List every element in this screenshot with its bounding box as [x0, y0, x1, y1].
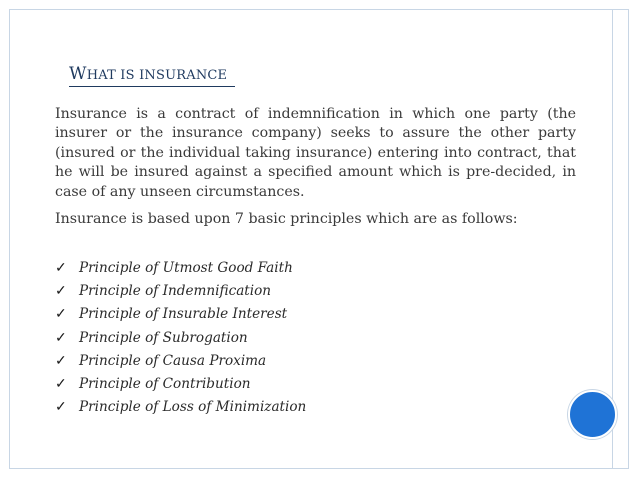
slide-title-initial: W	[69, 64, 87, 84]
principle-item	[55, 279, 306, 302]
decorative-circle	[568, 390, 617, 439]
principle-label: Principle of Insurable Interest	[79, 306, 288, 323]
slide-title	[69, 66, 227, 83]
principle-item	[55, 396, 306, 419]
slide-title-underline	[69, 86, 235, 87]
principle-item	[55, 303, 306, 326]
principle-label: Principle of Causa Proxima	[79, 352, 267, 369]
principle-label: Principle of Subrogation	[79, 329, 248, 346]
check-icon: ✓	[55, 259, 67, 276]
check-icon: ✓	[55, 399, 67, 416]
principle-label: Principle of Loss of Minimization	[79, 399, 307, 416]
check-icon: ✓	[55, 329, 67, 346]
principle-label: Principle of Indemnification	[79, 282, 272, 299]
check-icon: ✓	[55, 282, 67, 299]
check-icon: ✓	[55, 376, 67, 393]
principle-item	[55, 372, 306, 395]
check-icon: ✓	[55, 352, 67, 369]
slide-title-rest: HAT IS INSURANCE	[86, 68, 228, 83]
principle-item	[55, 349, 306, 372]
principle-item	[55, 256, 306, 279]
principle-item	[55, 326, 306, 349]
check-icon: ✓	[55, 306, 67, 323]
principle-label: Principle of Utmost Good Faith	[79, 259, 293, 276]
principle-label: Principle of Contribution	[79, 376, 251, 393]
definition-paragraph: Insurance is a contract of indemnification in which one party (the insurer or the insurance company) seeks to assure the other party (insured or the individual taking insurance) entering into contract, that he will be insured against a specified amount which is pre-decided, in case of any unseen circumstances.	[55, 106, 576, 200]
principles-intro: Insurance is based upon 7 basic principles which are as follows:	[55, 211, 518, 227]
principles-list	[55, 256, 306, 419]
